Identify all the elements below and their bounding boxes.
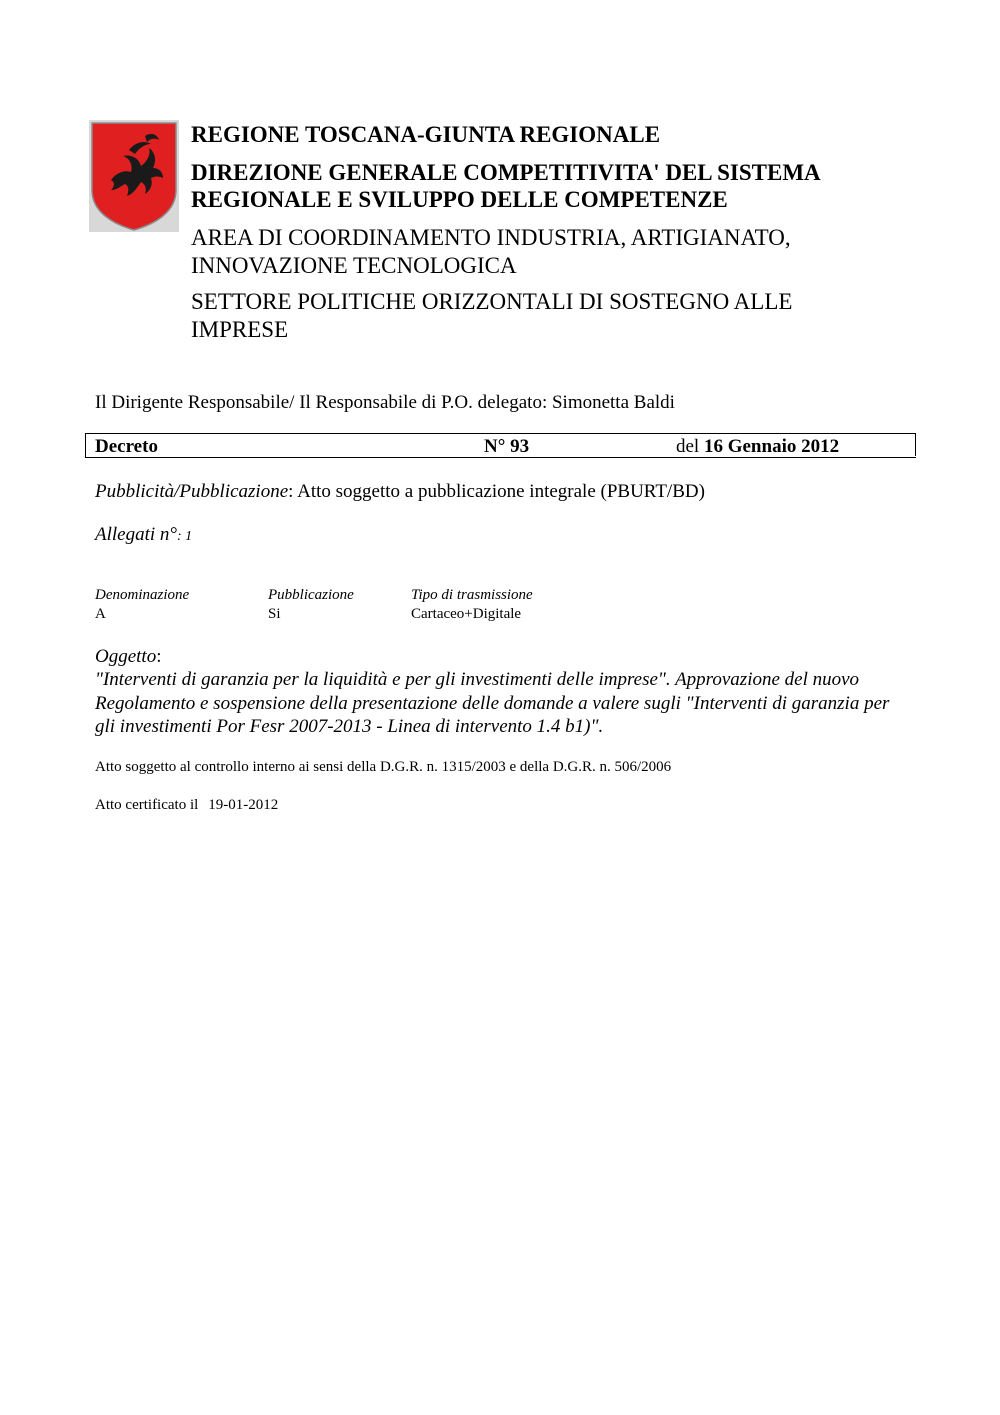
decreto-del-label: del [676, 436, 700, 457]
certificato-label: Atto certificato il [95, 797, 199, 813]
allegati-label: Allegati n° [95, 524, 178, 545]
oggetto-text: "Interventi di garanzia per la liquidità e per gli investimenti delle imprese". Approvazione del nuovo Regolamento e sospensione della presentazione delle domande a valere sugli "Interventi di garanzia per gli investimenti Por Fesr 2007-2013 - Linea di intervento 1.4 b1)". [95, 669, 890, 737]
pubblicita-line [95, 481, 705, 503]
allegati-line [95, 524, 192, 546]
attachment-denominazione: A [95, 606, 106, 622]
pubblicita-label: Pubblicità/Pubblicazione [95, 481, 289, 502]
direzione-line-2: REGIONALE E SVILUPPO DELLE COMPETENZE [191, 187, 728, 212]
attachment-tipo: Cartaceo+Digitale [411, 606, 522, 622]
allegati-value: : 1 [177, 529, 193, 544]
certificato-line [95, 797, 278, 814]
direzione-line-1: DIREZIONE GENERALE COMPETITIVITA' DEL SISTEMA [191, 160, 821, 185]
attachment-pubblicazione: Si [268, 606, 281, 622]
attachments-header-pubblicazione: Pubblicazione [268, 587, 354, 603]
oggetto-label-text: Oggetto [95, 646, 157, 667]
attachments-header-denominazione: Denominazione [95, 587, 190, 603]
area-line-1: AREA DI COORDINAMENTO INDUSTRIA, ARTIGIANATO, [191, 225, 791, 250]
certificato-date: 19-01-2012 [208, 797, 279, 813]
decreto-date [676, 436, 839, 458]
decreto-date-value: 16 Gennaio 2012 [703, 436, 840, 457]
regione-toscana-logo [89, 120, 179, 232]
pubblicita-value: : Atto soggetto a pubblicazione integrale (PBURT/BD) [288, 481, 705, 502]
controllo-line: Atto soggetto al controllo interno ai sensi della D.G.R. n. 1315/2003 e della D.G.R. n. 506/2006 [95, 759, 672, 775]
region-title: REGIONE TOSCANA-GIUNTA REGIONALE [191, 122, 661, 147]
area-line-2: INNOVAZIONE TECNOLOGICA [191, 253, 517, 278]
decreto-number: N° 93 [484, 436, 530, 457]
settore-line-1: SETTORE POLITICHE ORIZZONTALI DI SOSTEGNO ALLE [191, 289, 793, 314]
attachments-header-tipo: Tipo di trasmissione [411, 587, 533, 603]
decreto-box [85, 433, 916, 458]
regione-toscana-pegasus-shield-icon [89, 120, 179, 232]
dirigente-line: Il Dirigente Responsabile/ Il Responsabile di P.O. delegato: Simonetta Baldi [95, 392, 675, 413]
decreto-label: Decreto [95, 436, 158, 457]
settore-line-2: IMPRESE [191, 317, 289, 342]
oggetto-colon: : [156, 646, 162, 667]
oggetto-label [95, 646, 162, 668]
